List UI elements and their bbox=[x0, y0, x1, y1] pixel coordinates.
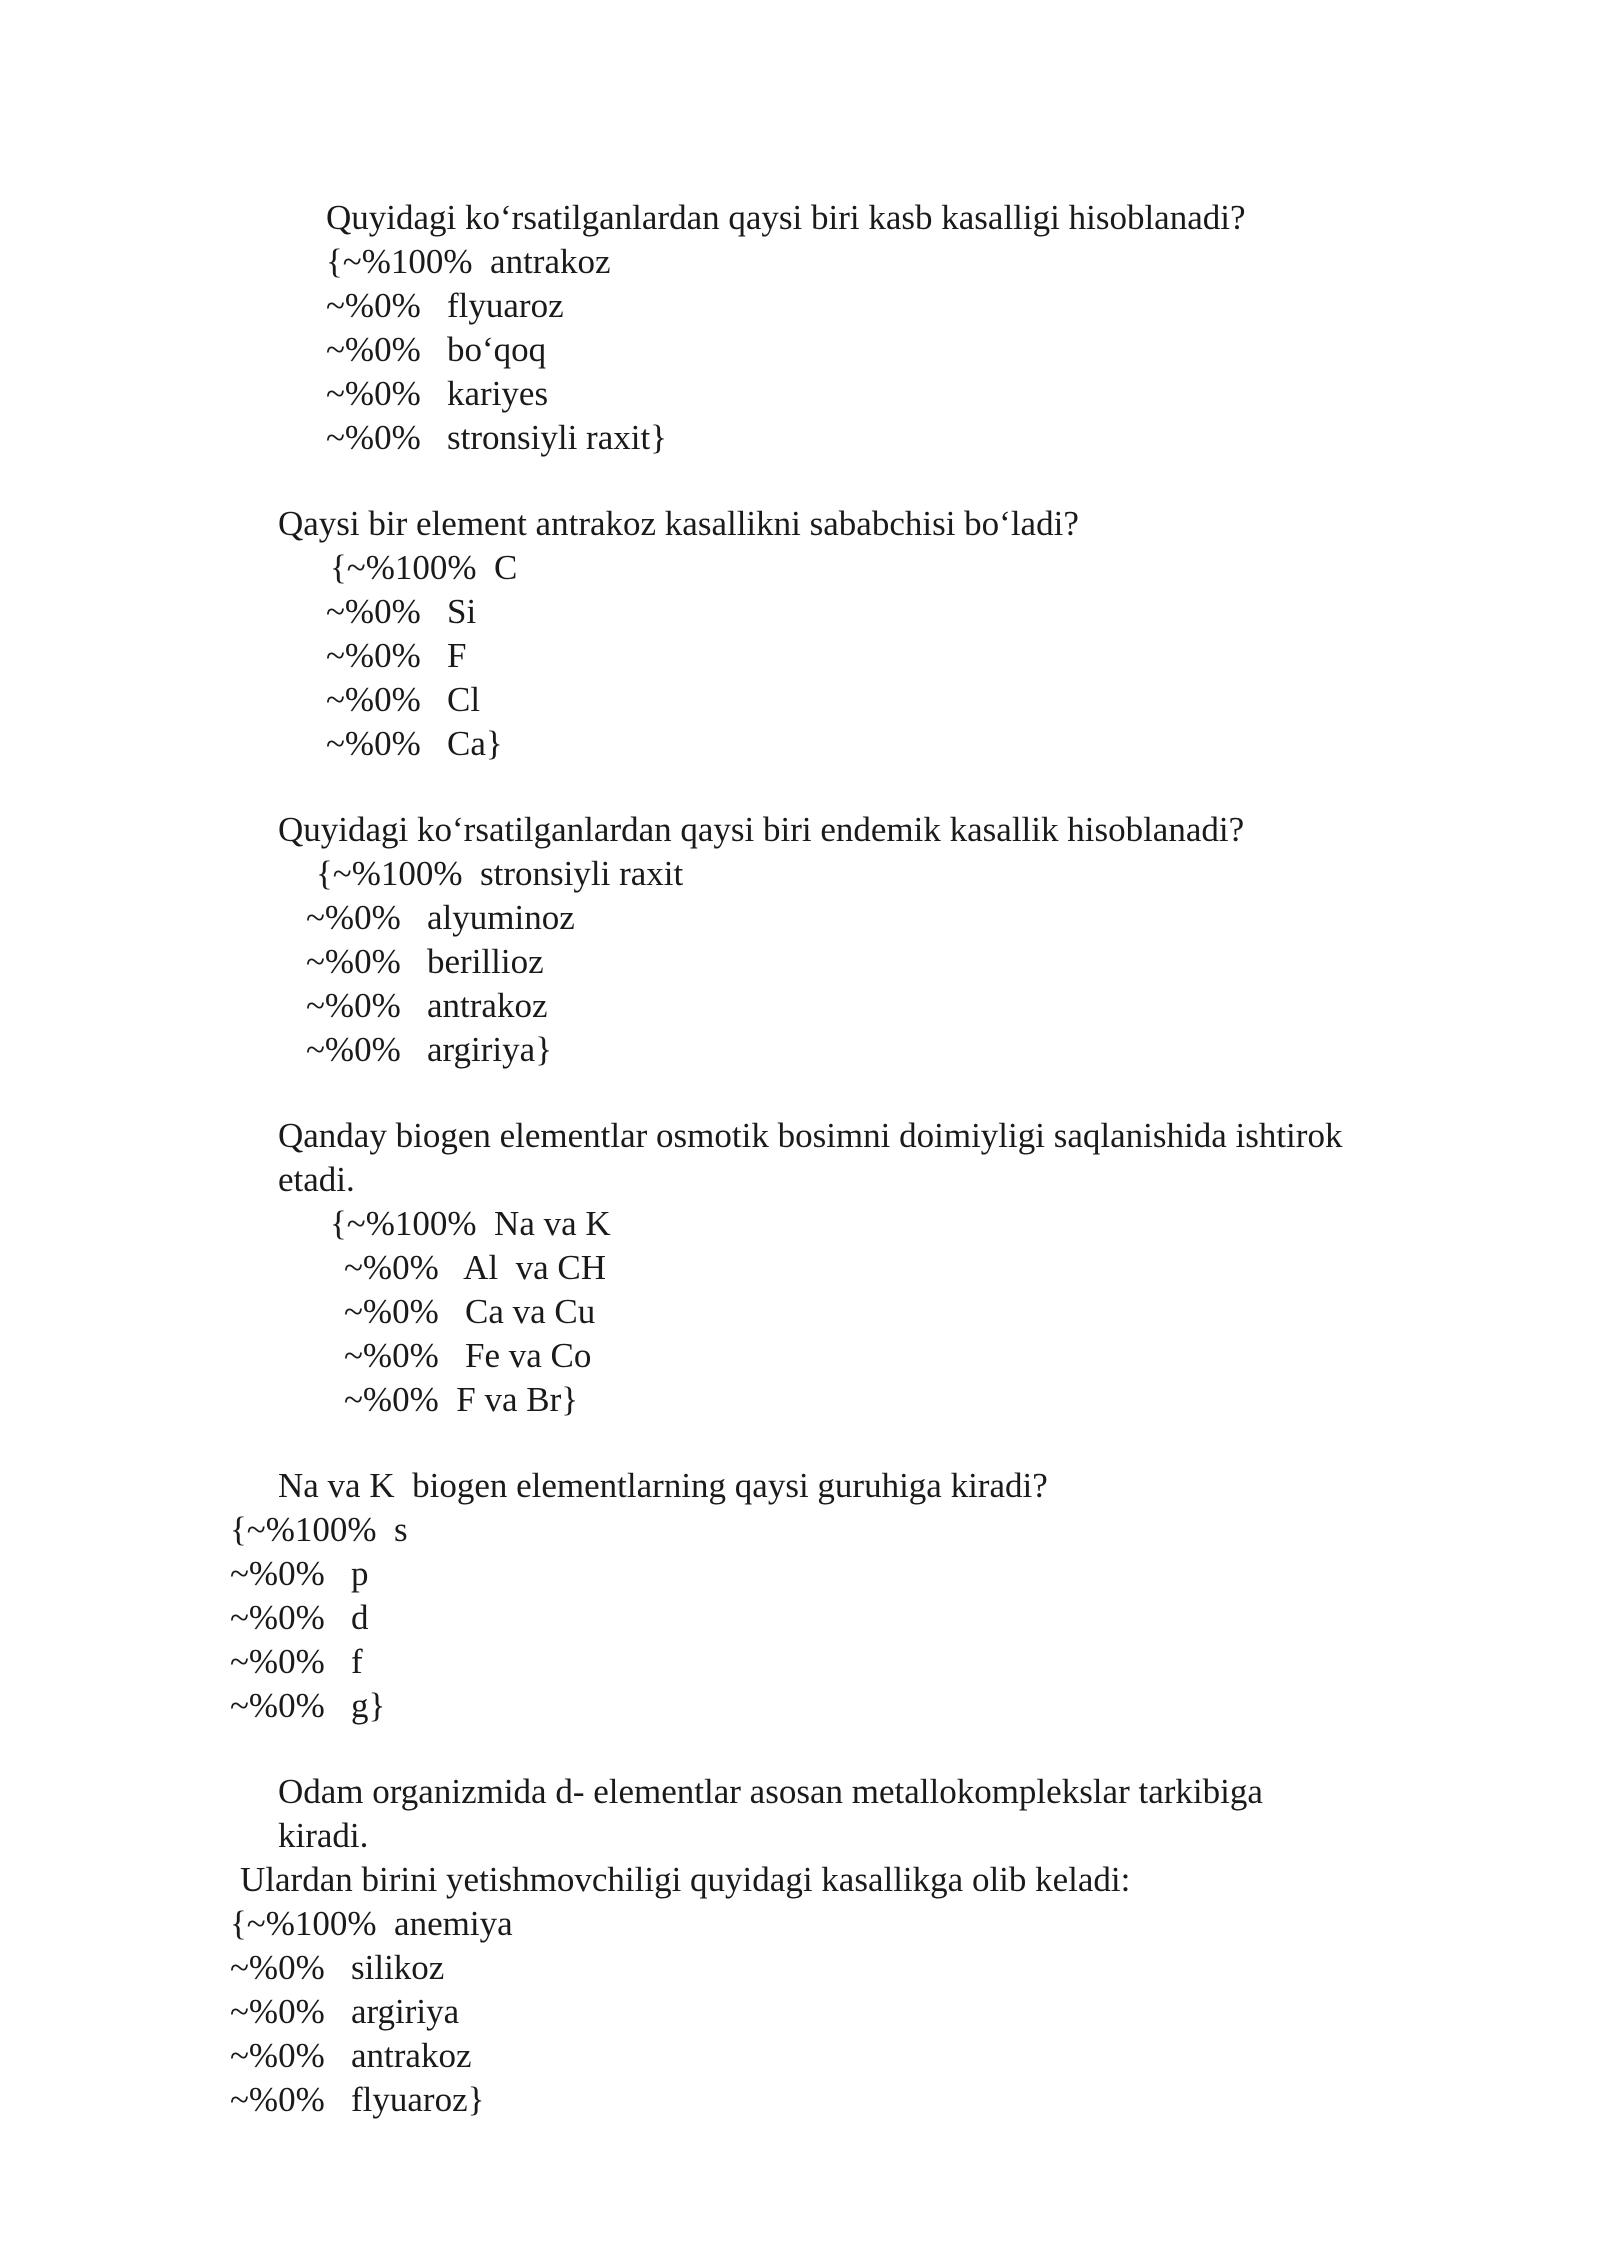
question-3-option-1: {~%100% stronsiyli raxit bbox=[316, 854, 684, 893]
question-2-option-3: ~%0% F bbox=[326, 636, 467, 675]
question-6-option-5: ~%0% flyuaroz} bbox=[230, 2080, 485, 2119]
question-4-option-2: ~%0% Al va CH bbox=[344, 1248, 606, 1287]
question-1-option-1: {~%100% antrakoz bbox=[326, 242, 611, 281]
question-1-option-5: ~%0% stronsiyli raxit} bbox=[326, 418, 667, 457]
question-2-option-4: ~%0% Cl bbox=[326, 680, 481, 719]
question-3-text: Quyidagi ko‘rsatilganlardan qaysi biri endemik kasallik hisoblanadi? bbox=[278, 810, 1245, 849]
question-6-option-2: ~%0% silikoz bbox=[230, 1948, 445, 1987]
question-6-text-line-2: kiradi. bbox=[278, 1816, 369, 1855]
question-1-option-2: ~%0% flyuaroz bbox=[326, 286, 564, 325]
question-3-option-3: ~%0% berillioz bbox=[306, 942, 544, 981]
question-1-text: Quyidagi ko‘rsatilganlardan qaysi biri kasb kasalligi hisoblanadi? bbox=[326, 198, 1246, 237]
question-4-option-1: {~%100% Na va K bbox=[330, 1204, 611, 1243]
question-5-option-4: ~%0% f bbox=[230, 1642, 363, 1681]
question-3-option-4: ~%0% antrakoz bbox=[306, 986, 548, 1025]
question-4-option-5: ~%0% F va Br} bbox=[344, 1380, 579, 1419]
question-4-option-4: ~%0% Fe va Co bbox=[344, 1336, 592, 1375]
question-5-option-3: ~%0% d bbox=[230, 1598, 369, 1637]
question-2-option-1: {~%100% C bbox=[330, 548, 518, 587]
question-6-option-1: {~%100% anemiya bbox=[230, 1904, 513, 1943]
question-3-option-5: ~%0% argiriya} bbox=[306, 1030, 552, 1069]
question-6-text-line-1: Odam organizmida d- elementlar asosan metallokomplekslar tarkibiga bbox=[278, 1772, 1263, 1811]
question-6-option-4: ~%0% antrakoz bbox=[230, 2036, 472, 2075]
question-2-text: Qaysi bir element antrakoz kasallikni sababchisi bo‘ladi? bbox=[278, 504, 1079, 543]
question-1-option-4: ~%0% kariyes bbox=[326, 374, 549, 413]
question-5-option-1: {~%100% s bbox=[230, 1510, 408, 1549]
question-5-text: Na va K biogen elementlarning qaysi guruhiga kiradi? bbox=[278, 1466, 1048, 1505]
question-2-option-5: ~%0% Ca} bbox=[326, 724, 503, 763]
question-3-option-2: ~%0% alyuminoz bbox=[306, 898, 575, 937]
question-2-option-2: ~%0% Si bbox=[326, 592, 477, 631]
question-5-option-5: ~%0% g} bbox=[230, 1686, 386, 1725]
question-5-option-2: ~%0% p bbox=[230, 1554, 369, 1593]
question-4-text-line-1: Qanday biogen elementlar osmotik bosimni doimiyligi saqlanishida ishtirok bbox=[278, 1116, 1343, 1155]
question-6-option-3: ~%0% argiriya bbox=[230, 1992, 460, 2031]
question-4-text-line-2: etadi. bbox=[278, 1160, 355, 1199]
question-6-text-line-3: Ulardan birini yetishmovchiligi quyidagi kasallikga olib keladi: bbox=[240, 1860, 1131, 1899]
question-4-option-3: ~%0% Ca va Cu bbox=[344, 1292, 596, 1331]
question-1-option-3: ~%0% bo‘qoq bbox=[326, 330, 547, 369]
